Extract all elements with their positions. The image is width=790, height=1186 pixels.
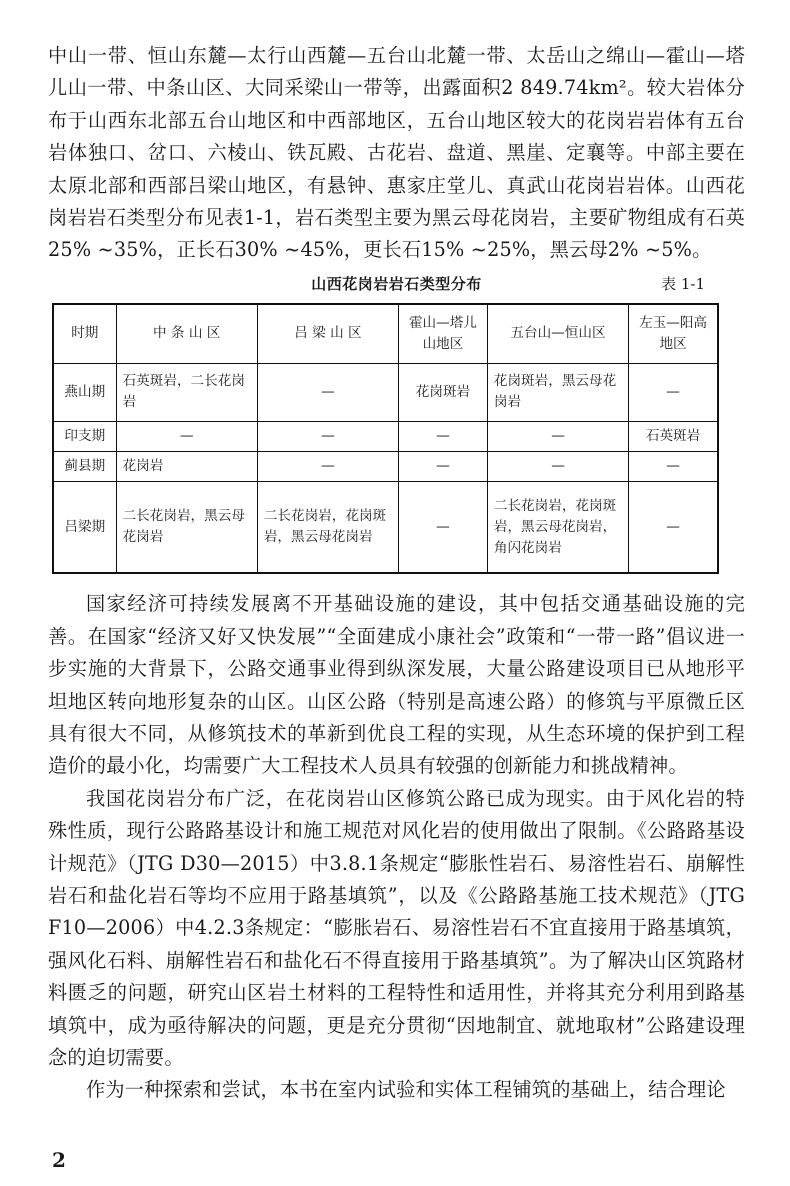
table-cell: — bbox=[399, 421, 488, 451]
table-cell: 二长花岗岩，花岗斑岩，黑云母花岗岩 bbox=[257, 481, 398, 573]
header-zuoyu: 左玉—阳高地区 bbox=[629, 304, 718, 364]
table-cell: — bbox=[399, 481, 488, 573]
table-cell: 二长花岗岩，花岗斑岩，黑云母花岗岩，角闪花岗岩 bbox=[487, 481, 628, 573]
table-row bbox=[53, 421, 718, 451]
header-zhongtiao: 中 条 山 区 bbox=[116, 304, 257, 364]
cell-period: 印支期 bbox=[53, 421, 116, 451]
header-huoshan: 霍山—塔儿山地区 bbox=[399, 304, 488, 364]
page-number: 2 bbox=[52, 1148, 66, 1172]
table-cell: — bbox=[399, 451, 488, 481]
header-wutai: 五台山—恒山区 bbox=[487, 304, 628, 364]
table-cell: — bbox=[116, 421, 257, 451]
paragraph-weathered-rock: 我国花岗岩分布广泛，在花岗岩山区修筑公路已成为现实。由于风化岩的特殊性质，现行公路路基设计和施工规范对风化岩的使用做出了限制。《公路路基设计规范》（JTG D30—2015）中3.8.1条规定“膨胀性岩石、易溶性岩石、崩解性岩石和盐化岩石等均不应用于路基填筑”，以及《公路路基施工技术规范》（JTG F10—2006）中4.2.3条规定：“膨胀岩石、易溶性岩石不宜直接用于路基填筑，强风化石料、崩解性岩石和盐化石不得直接用于路基填筑”。为了解决山区筑路材料匮乏的问题，研究山区岩土材料的工程特性和适用性，并将其充分利用到路基填筑中，成为亟待解决的问题，更是充分贯彻“因地制宜、就地取材”公路建设理念的迫切需要。 bbox=[48, 786, 745, 1070]
table-cell: — bbox=[487, 451, 628, 481]
page-body bbox=[48, 40, 745, 1107]
header-period: 时期 bbox=[53, 304, 116, 364]
table-cell: — bbox=[257, 451, 398, 481]
table-cell: 石英斑岩 bbox=[629, 421, 718, 451]
paragraph-infrastructure: 国家经济可持续发展离不开基础设施的建设，其中包括交通基础设施的完善。在国家“经济又好又快发展”“全面建成小康社会”政策和“一带一路”倡议进一步实施的大背景下，公路交通事业得到纵深发展，大量公路建设项目已从地形平坦地区转向地形复杂的山区。山区公路（特别是高速公路）的修筑与平原微丘区具有很大不同，从修筑技术的革新到优良工程的实现，从生态环境的保护到工程造价的最小化，均需要广大工程技术人员具有较强的创新能力和挑战精神。 bbox=[48, 592, 745, 778]
paragraph-granite-distribution: 中山一带、恒山东麓—太行山西麓—五台山北麓一带、太岳山之绵山—霍山—塔儿山一带、中条山区、大同采梁山一带等，出露面积2 849.74km²。较大岩体分布于山西东北部五台山地区和中西部地区，五台山地区较大的花岗岩岩体有五台岩体独口、岔口、六棱山、铁瓦殿、古花岩、盘道、黑崖、定襄等。中部主要在太原北部和西部吕梁山地区，有悬钟、惠家庄堂儿、真武山花岗岩岩体。山西花岗岩岩石类型分布见表1-1，岩石类型主要为黑云母花岗岩，主要矿物组成有石英25% ~35%，正长石30% ~45%，更长石15% ~25%，黑云母2% ~5%。 bbox=[48, 44, 745, 262]
table-cell: 花岗斑岩，黑云母花岗岩 bbox=[487, 363, 628, 421]
table-cell: — bbox=[487, 421, 628, 451]
table-cell: 花岗岩 bbox=[116, 451, 257, 481]
cell-period: 蓟县期 bbox=[53, 451, 116, 481]
table-cell: — bbox=[257, 421, 398, 451]
table-cell: — bbox=[629, 451, 718, 481]
paragraph-book-intro: 作为一种探索和尝试，本书在室内试验和实体工程铺筑的基础上，结合理论 bbox=[86, 1078, 726, 1102]
granite-type-table bbox=[52, 303, 719, 575]
table-caption bbox=[48, 273, 745, 297]
table-title: 山西花岗岩岩石类型分布 bbox=[311, 274, 482, 293]
table-cell: — bbox=[629, 363, 718, 421]
table-cell: — bbox=[629, 481, 718, 573]
table-row bbox=[53, 363, 718, 421]
header-lvliang: 吕 梁 山 区 bbox=[257, 304, 398, 364]
cell-period: 吕梁期 bbox=[53, 481, 116, 573]
table-row bbox=[53, 481, 718, 573]
table-cell: 花岗斑岩 bbox=[399, 363, 488, 421]
table-number: 表 1-1 bbox=[661, 274, 705, 293]
table-cell: 二长花岗岩，黑云母花岗岩 bbox=[116, 481, 257, 573]
cell-period: 燕山期 bbox=[53, 363, 116, 421]
table-header-row bbox=[53, 304, 718, 364]
table-cell: — bbox=[257, 363, 398, 421]
table-row bbox=[53, 451, 718, 481]
table-cell: 石英斑岩，二长花岗岩 bbox=[116, 363, 257, 421]
